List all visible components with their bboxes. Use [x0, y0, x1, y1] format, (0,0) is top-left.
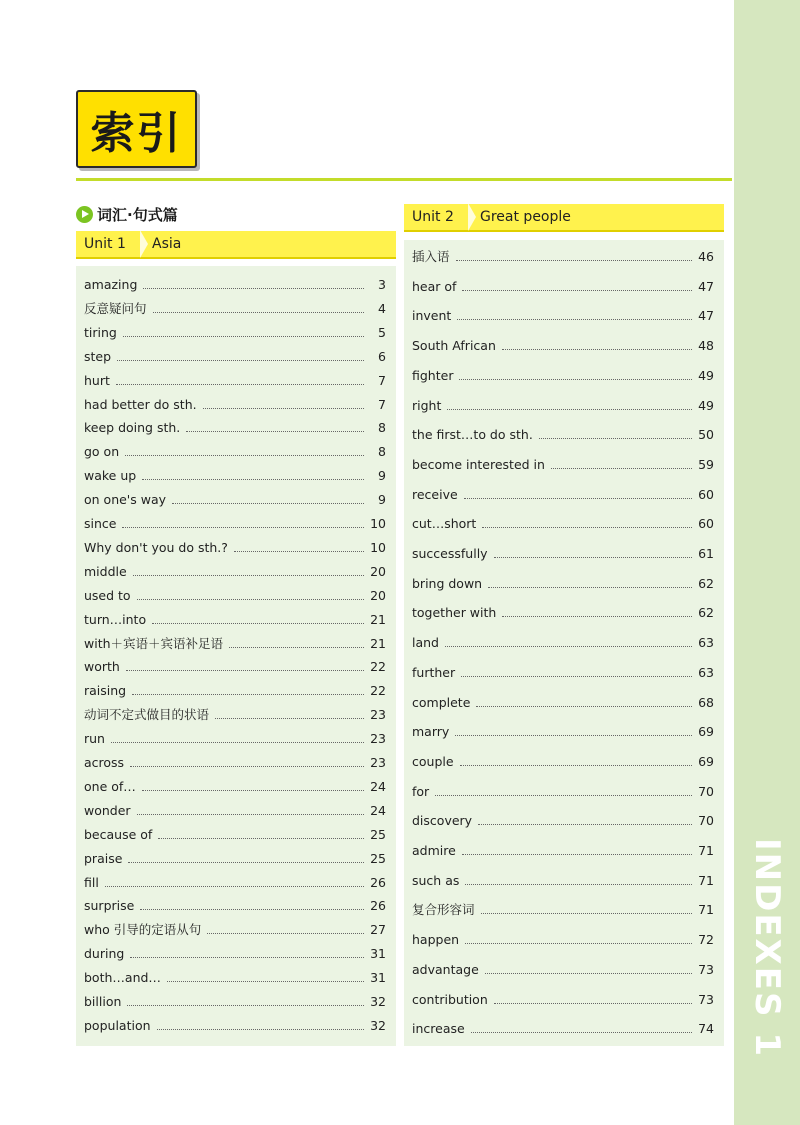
- page-number: 22: [370, 659, 386, 675]
- index-term: had better do sth.: [84, 396, 197, 412]
- index-term: since: [84, 516, 117, 531]
- index-entry: [84, 898, 386, 914]
- dot-leader: [482, 527, 692, 528]
- dot-leader: [203, 408, 364, 409]
- page-number: 23: [370, 731, 386, 747]
- unit-separator: [468, 203, 478, 231]
- index-entry: [412, 754, 714, 770]
- page-number: 23: [370, 707, 386, 723]
- dot-leader: [502, 349, 692, 350]
- page-number: 73: [698, 961, 714, 977]
- index-entry: [84, 397, 386, 413]
- unit-1-index-list: [76, 266, 396, 1046]
- dot-leader: [142, 790, 364, 791]
- dot-leader: [488, 587, 692, 588]
- page-number: 70: [698, 813, 714, 829]
- page-number: 10: [370, 516, 386, 531]
- page-number: 7: [378, 372, 386, 388]
- index-term: who 引导的定语从句: [84, 922, 202, 938]
- dot-leader: [137, 814, 364, 815]
- dot-leader: [130, 766, 364, 767]
- page-number: 68: [698, 694, 714, 710]
- index-entry: [84, 1018, 386, 1034]
- index-term: happen: [412, 932, 460, 948]
- page-number: 47: [698, 308, 714, 324]
- dot-leader: [137, 599, 364, 600]
- dot-leader: [158, 838, 364, 839]
- page-number: 32: [370, 994, 386, 1009]
- index-entry: [412, 516, 714, 532]
- index-entry: [412, 338, 714, 354]
- page-title: 索引: [76, 90, 197, 168]
- index-entry: [412, 249, 714, 265]
- page-number: 47: [698, 278, 714, 294]
- index-entry: [412, 398, 714, 414]
- index-entry: [84, 325, 386, 341]
- page-number: 26: [370, 898, 386, 914]
- index-entry: [412, 932, 714, 948]
- dot-leader: [456, 260, 692, 261]
- dot-leader: [123, 336, 364, 337]
- title-divider: [76, 178, 732, 181]
- index-term: cut…short: [412, 516, 477, 532]
- index-term: right: [412, 397, 442, 413]
- page-number: 59: [698, 456, 714, 472]
- index-entry: [84, 564, 386, 580]
- index-entry: [412, 724, 714, 740]
- index-entry: [412, 605, 714, 621]
- dot-leader: [455, 735, 692, 736]
- index-entry: [412, 1021, 714, 1037]
- dot-leader: [234, 551, 364, 552]
- page-number: 61: [698, 546, 714, 561]
- index-term: used to: [84, 587, 131, 603]
- index-entry: [412, 308, 714, 324]
- index-term: discovery: [412, 813, 473, 829]
- page-number: 32: [370, 1017, 386, 1033]
- dot-leader: [476, 706, 692, 707]
- index-entry: [412, 635, 714, 651]
- index-term: 反意疑问句: [84, 300, 147, 316]
- dot-leader: [459, 379, 692, 380]
- index-entry: [84, 636, 386, 652]
- page-number: 25: [370, 850, 386, 866]
- index-term: increase: [412, 1021, 465, 1037]
- index-entry: [412, 813, 714, 829]
- unit-name: Asia: [152, 236, 182, 252]
- index-entry: [412, 427, 714, 443]
- index-term: fighter: [412, 367, 454, 383]
- page-number: 7: [378, 396, 386, 412]
- index-term: complete: [412, 694, 471, 710]
- page-number: 25: [370, 826, 386, 842]
- section-heading: [76, 204, 178, 224]
- unit-number: Unit 2: [412, 209, 454, 225]
- unit-1-header: [76, 231, 396, 259]
- index-term: amazing: [84, 277, 138, 292]
- index-term: fill: [84, 874, 99, 890]
- page-number: 71: [698, 872, 714, 888]
- index-entry: [412, 784, 714, 800]
- page-number: 31: [370, 946, 386, 962]
- dot-leader: [502, 616, 692, 617]
- index-entry: [412, 279, 714, 295]
- index-term: on one's way: [84, 492, 167, 508]
- page-number: 23: [370, 755, 386, 770]
- index-entry: [412, 695, 714, 711]
- page-number: 48: [698, 338, 714, 354]
- index-term: the first…to do sth.: [412, 427, 533, 443]
- dot-leader: [461, 676, 692, 677]
- index-entry: [412, 843, 714, 859]
- index-term: raising: [84, 683, 127, 699]
- page-number: 73: [698, 991, 714, 1007]
- dot-leader: [142, 479, 364, 480]
- dot-leader: [125, 455, 364, 456]
- dot-leader: [105, 886, 364, 887]
- page-number: 71: [698, 843, 714, 858]
- page-number: 49: [698, 367, 714, 383]
- section-label: 词汇·句式篇: [97, 205, 178, 224]
- index-entry: [84, 612, 386, 628]
- index-entry: [84, 803, 386, 819]
- dot-leader: [153, 312, 364, 313]
- page-number: 71: [698, 902, 714, 918]
- index-term: hurt: [84, 372, 110, 388]
- dot-leader: [464, 498, 692, 499]
- page-number: 69: [698, 724, 714, 740]
- index-term: land: [412, 635, 439, 651]
- dot-leader: [447, 409, 692, 410]
- index-term: keep doing sth.: [84, 420, 181, 436]
- dot-leader: [143, 288, 364, 289]
- page-number: 50: [698, 427, 714, 443]
- index-term: go on: [84, 444, 120, 460]
- index-term: tiring: [84, 324, 117, 340]
- index-entry: [84, 349, 386, 365]
- index-entry: [84, 827, 386, 843]
- index-term: because of: [84, 826, 153, 842]
- page-number: 60: [698, 516, 714, 532]
- index-term: billion: [84, 994, 122, 1009]
- page-number: 70: [698, 783, 714, 799]
- page-number: 24: [370, 778, 386, 794]
- dot-leader: [111, 742, 364, 743]
- page-number: 10: [370, 539, 386, 555]
- index-term: surprise: [84, 898, 135, 914]
- index-entry: [84, 420, 386, 436]
- index-entry: [412, 992, 714, 1008]
- index-entry: [84, 540, 386, 556]
- index-term: both…and…: [84, 970, 161, 986]
- index-entry: [84, 707, 386, 723]
- page-number: 3: [378, 277, 386, 292]
- page-number: 72: [698, 932, 714, 948]
- index-term: across: [84, 755, 125, 770]
- index-entry: [84, 994, 386, 1010]
- page-number: 49: [698, 397, 714, 413]
- index-entry: [412, 546, 714, 562]
- page-number: 6: [378, 348, 386, 364]
- unit-separator: [140, 230, 150, 258]
- index-term: 插入语: [412, 249, 450, 264]
- dot-leader: [481, 913, 692, 914]
- dot-leader: [116, 384, 364, 385]
- index-entry: [84, 516, 386, 532]
- unit-2-header: [404, 204, 724, 232]
- page-number: 9: [378, 468, 386, 484]
- dot-leader: [462, 290, 692, 291]
- dot-leader: [465, 943, 692, 944]
- index-term: successfully: [412, 546, 488, 561]
- index-term: South African: [412, 338, 496, 354]
- dot-leader: [229, 647, 364, 648]
- dot-leader: [127, 1005, 364, 1006]
- index-entry: [412, 873, 714, 889]
- index-term: 动词不定式做目的状语: [84, 707, 210, 723]
- dot-leader: [122, 527, 364, 528]
- dot-leader: [471, 1032, 692, 1033]
- index-term: one of…: [84, 778, 136, 794]
- page-number: 20: [370, 563, 386, 579]
- index-entry: [84, 779, 386, 795]
- dot-leader: [167, 981, 364, 982]
- index-term: advantage: [412, 961, 479, 977]
- index-term: 复合形容词: [412, 902, 475, 918]
- index-term: with＋宾语＋宾语补足语: [84, 635, 224, 651]
- page-number: 8: [378, 420, 386, 436]
- index-entry: [84, 277, 386, 293]
- index-term: wonder: [84, 802, 131, 818]
- index-term: further: [412, 664, 456, 680]
- page-number: 74: [698, 1021, 714, 1037]
- page-number: 27: [370, 922, 386, 938]
- dot-leader: [460, 765, 692, 766]
- index-entry: [412, 665, 714, 681]
- index-term: such as: [412, 872, 460, 888]
- page-number: 62: [698, 575, 714, 591]
- page-number: 60: [698, 486, 714, 502]
- page-number: 8: [378, 444, 386, 460]
- index-term: wake up: [84, 468, 137, 484]
- dot-leader: [186, 431, 364, 432]
- index-term: population: [84, 1017, 151, 1033]
- dot-leader: [445, 646, 692, 647]
- index-term: invent: [412, 308, 452, 324]
- dot-leader: [152, 623, 364, 624]
- index-entry: [84, 731, 386, 747]
- index-term: marry: [412, 724, 450, 740]
- dot-leader: [462, 854, 692, 855]
- index-term: turn…into: [84, 611, 147, 627]
- dot-leader: [133, 575, 364, 576]
- index-term: contribution: [412, 991, 488, 1007]
- index-term: bring down: [412, 575, 483, 591]
- dot-leader: [128, 862, 364, 863]
- index-entry: [84, 755, 386, 771]
- page-number: 20: [370, 587, 386, 603]
- unit-name: Great people: [480, 209, 571, 225]
- index-term: admire: [412, 843, 456, 858]
- index-term: hear of: [412, 278, 457, 294]
- index-entry: [84, 875, 386, 891]
- page-number: 31: [370, 970, 386, 986]
- index-term: for: [412, 783, 430, 799]
- unit-number: Unit 1: [84, 236, 126, 252]
- dot-leader: [117, 360, 364, 361]
- index-entry: [84, 492, 386, 508]
- index-term: receive: [412, 486, 458, 502]
- index-entry: [84, 851, 386, 867]
- index-entry: [84, 683, 386, 699]
- index-entry: [84, 588, 386, 604]
- play-arrow-icon: [76, 206, 93, 223]
- page-number: 63: [698, 635, 714, 651]
- index-entry: [412, 902, 714, 918]
- index-entry: [412, 368, 714, 384]
- dot-leader: [130, 957, 364, 958]
- index-entry: [84, 373, 386, 389]
- dot-leader: [172, 503, 364, 504]
- dot-leader: [457, 319, 692, 320]
- page-number: 69: [698, 753, 714, 769]
- dot-leader: [494, 557, 692, 558]
- index-term: worth: [84, 659, 120, 675]
- dot-leader: [478, 824, 692, 825]
- index-term: become interested in: [412, 456, 545, 472]
- dot-leader: [126, 670, 364, 671]
- index-term: praise: [84, 850, 123, 866]
- dot-leader: [132, 694, 364, 695]
- index-term: together with: [412, 605, 497, 621]
- index-term: step: [84, 348, 112, 364]
- dot-leader: [485, 973, 692, 974]
- page-number: 26: [370, 874, 386, 890]
- page-number: 62: [698, 605, 714, 621]
- index-entry: [412, 457, 714, 473]
- index-entry: [84, 468, 386, 484]
- dot-leader: [465, 884, 692, 885]
- index-term: run: [84, 731, 105, 747]
- index-term: couple: [412, 753, 454, 769]
- page-number: 22: [370, 683, 386, 699]
- dot-leader: [157, 1029, 364, 1030]
- side-label: INDEXES 1: [747, 838, 787, 1058]
- index-entry: [412, 962, 714, 978]
- index-entry: [84, 444, 386, 460]
- page-number: 21: [370, 611, 386, 627]
- dot-leader: [494, 1003, 692, 1004]
- dot-leader: [207, 933, 364, 934]
- index-term: middle: [84, 563, 127, 579]
- index-entry: [84, 970, 386, 986]
- dot-leader: [539, 438, 692, 439]
- page-number: 46: [698, 249, 714, 264]
- index-term: Why don't you do sth.?: [84, 539, 228, 555]
- index-entry: [84, 659, 386, 675]
- index-entry: [412, 576, 714, 592]
- index-entry: [84, 946, 386, 962]
- page-number: 4: [378, 300, 386, 316]
- page-number: 21: [370, 635, 386, 651]
- dot-leader: [140, 909, 364, 910]
- unit-2-index-list: [404, 240, 724, 1046]
- page-number: 24: [370, 802, 386, 818]
- page-number: 5: [378, 324, 386, 340]
- dot-leader: [551, 468, 692, 469]
- index-term: during: [84, 946, 125, 962]
- page-number: 9: [378, 492, 386, 508]
- index-entry: [412, 487, 714, 503]
- index-entry: [84, 922, 386, 938]
- dot-leader: [215, 718, 364, 719]
- index-entry: [84, 301, 386, 317]
- page-number: 63: [698, 664, 714, 680]
- dot-leader: [435, 795, 692, 796]
